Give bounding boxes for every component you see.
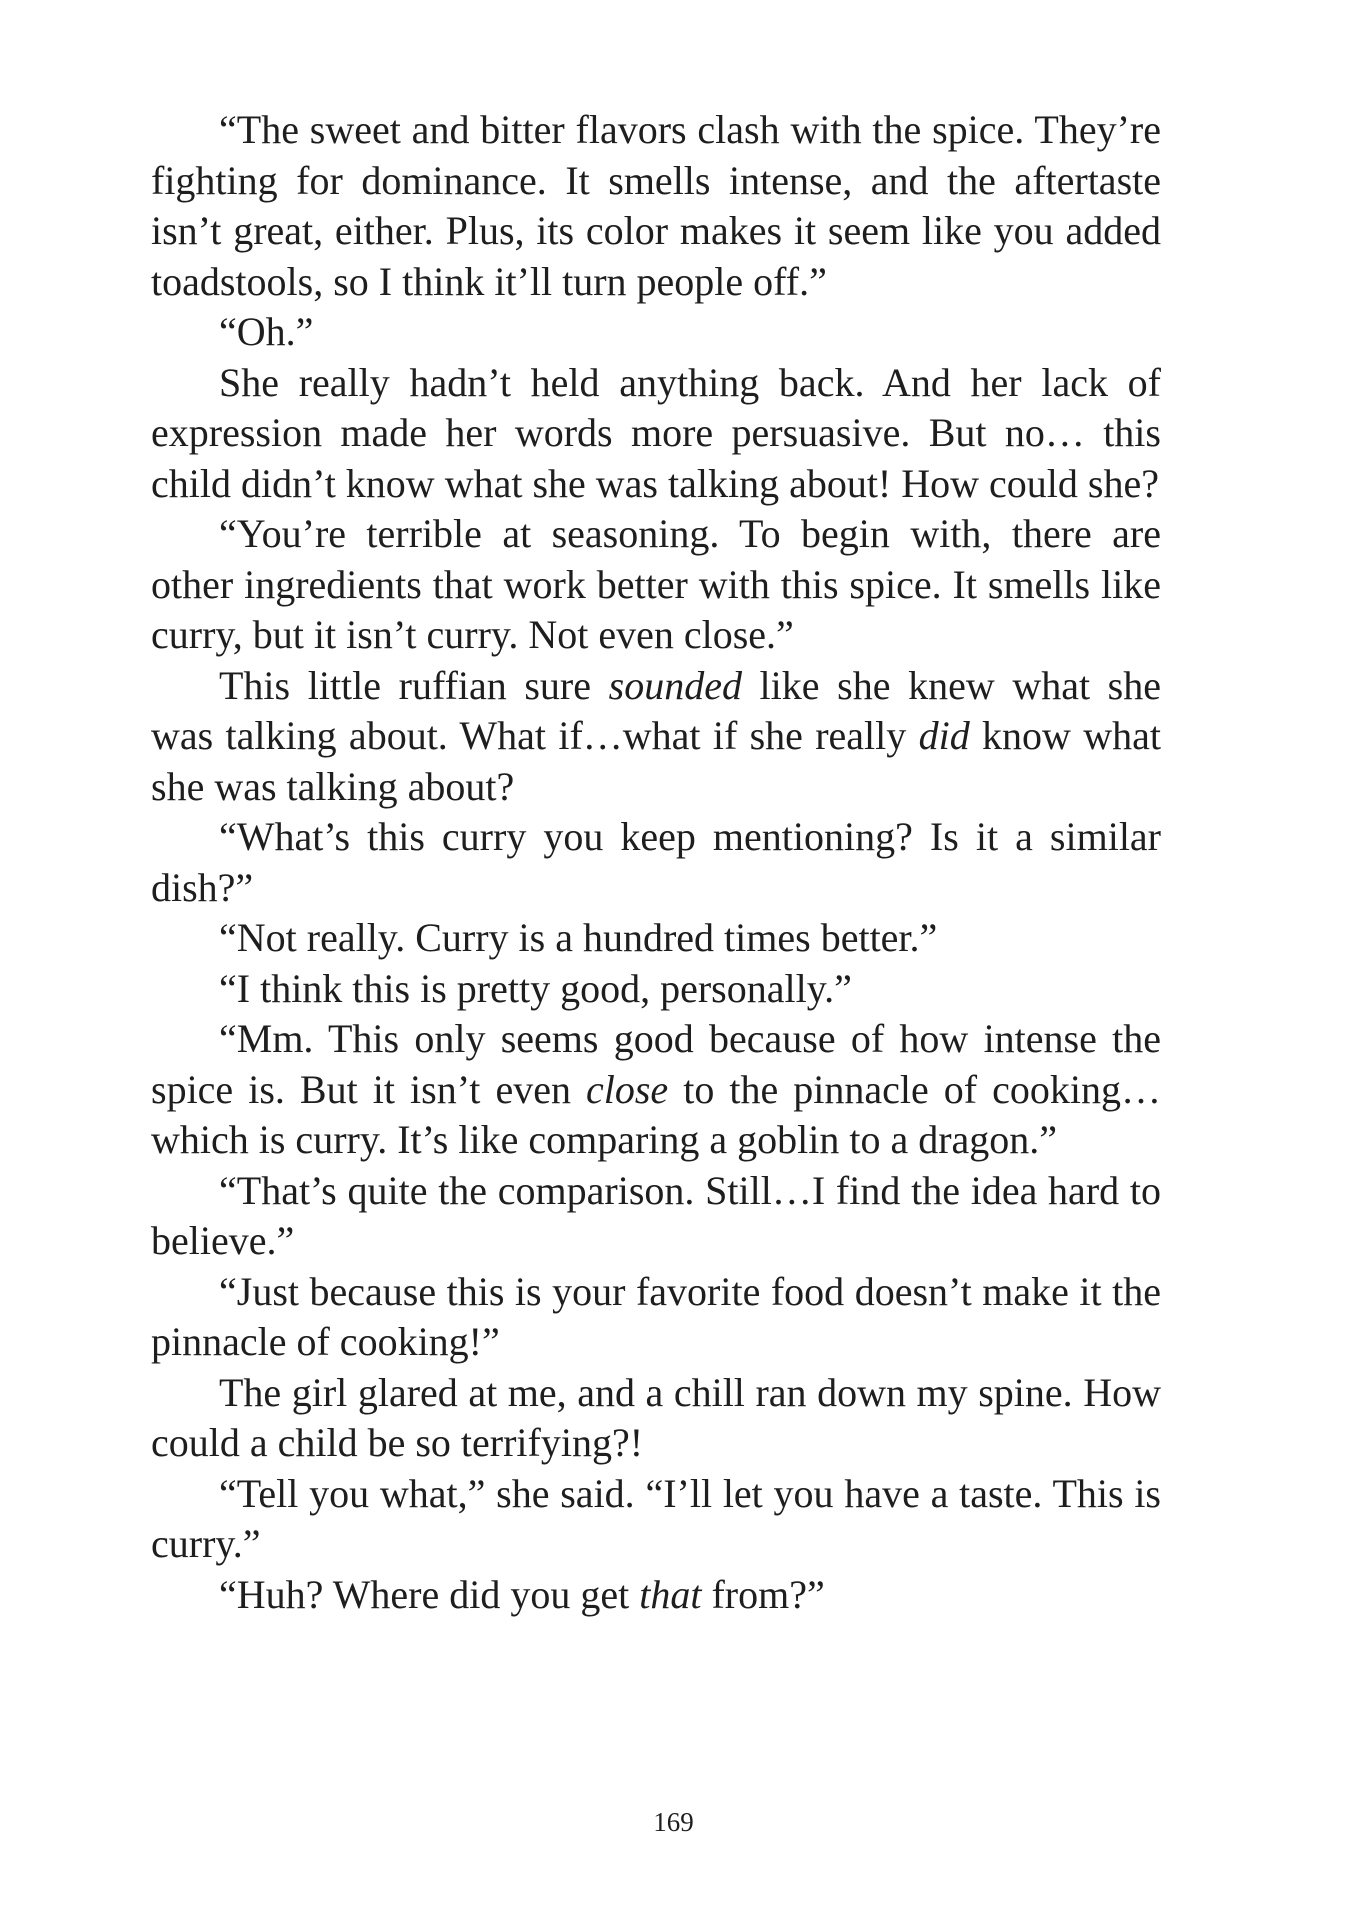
italic-text: did	[918, 713, 970, 758]
paragraph	[151, 1469, 1161, 1570]
paragraph	[151, 812, 1161, 913]
paragraph	[151, 1267, 1161, 1368]
paragraph	[151, 1014, 1161, 1166]
paragraph	[151, 509, 1161, 661]
text-segment: “That’s quite the comparison. Still…I find the idea hard to believe.”	[151, 1167, 1161, 1263]
text-segment: “Oh.”	[219, 309, 314, 354]
paragraph	[151, 1570, 1161, 1621]
paragraph	[151, 1166, 1161, 1267]
italic-text: sounded	[608, 662, 742, 708]
text-segment: “Mm. This only seems good because of how intense the spice is. But it isn’t even	[151, 1016, 1161, 1112]
text-segment: know what she was talking about?	[151, 713, 1162, 809]
text-segment: “Not really. Curry is a hundred times better.”	[219, 915, 938, 960]
paragraph	[151, 964, 1161, 1015]
text-segment: “Huh? Where did you get	[219, 1571, 640, 1617]
paragraph	[151, 1368, 1161, 1469]
text-segment: to the pinnacle of cooking…which is curry. It’s like comparing a goblin to a dragon.”	[151, 1066, 1161, 1162]
text-segment: This little ruffian sure	[219, 662, 609, 708]
paragraph	[151, 358, 1161, 510]
text-segment: “Tell you what,” she said. “I’ll let you have a taste. This is curry.”	[151, 1470, 1161, 1566]
text-segment: “You’re terrible at seasoning. To begin with, there are other ingredients that work better with this spice. It smells like curry, but it isn’t curry. Not even close.”	[151, 511, 1161, 657]
text-segment: “Just because this is your favorite food doesn’t make it the pinnacle of cooking!”	[151, 1268, 1161, 1364]
text-segment: “What’s this curry you keep mentioning? Is it a similar dish?”	[151, 814, 1161, 910]
body-text	[151, 105, 1161, 1620]
text-segment: from?”	[701, 1571, 825, 1617]
text-segment: The girl glared at me, and a chill ran down my spine. How could a child be so terrifying?!	[151, 1369, 1161, 1465]
text-segment: “I think this is pretty good, personally.”	[219, 965, 852, 1011]
text-segment: like she knew what she was talking about. What if…what if she really	[151, 662, 1162, 758]
paragraph	[151, 913, 1161, 964]
paragraph	[151, 661, 1161, 813]
text-segment: “The sweet and bitter flavors clash with the spice. They’re fighting for dominance. It smells intense, and the aftertaste isn’t great, either. Plus, its color makes it seem like you added toadstools, so I think it’ll turn people off.”	[151, 107, 1161, 304]
italic-text: close	[585, 1066, 669, 1112]
text-segment: She really hadn’t held anything back. And her lack of expression made her words more persuasive. But no… this child didn’t know what she was talking about! How could she?	[151, 359, 1161, 506]
page-number: 169	[653, 1807, 694, 1837]
paragraph	[151, 307, 1161, 358]
italic-text: that	[639, 1571, 702, 1617]
paragraph	[151, 105, 1161, 307]
